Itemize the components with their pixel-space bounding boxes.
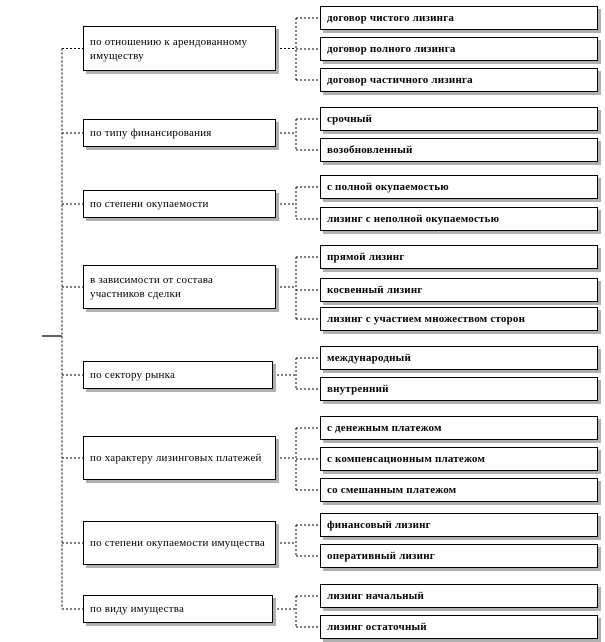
category-label: по степени окупаемости имущества bbox=[90, 537, 265, 549]
category-box bbox=[83, 265, 276, 309]
category-label: по отношению к арендованному имуществу bbox=[90, 35, 248, 62]
leaf-label: срочный bbox=[327, 113, 373, 125]
leaf-box bbox=[320, 478, 598, 502]
leaf-box bbox=[320, 447, 598, 471]
category-label: по степени окупаемости bbox=[90, 198, 209, 210]
leaf-box bbox=[320, 416, 598, 440]
leaf-box bbox=[320, 6, 598, 30]
leaf-box bbox=[320, 544, 598, 568]
leaf-label: договор частичного лизинга bbox=[327, 74, 473, 86]
category-box bbox=[83, 26, 276, 71]
leaf-label: лизинг остаточный bbox=[327, 621, 427, 633]
leaf-label: внутренний bbox=[327, 383, 389, 395]
leaf-box bbox=[320, 207, 598, 231]
category-box bbox=[83, 190, 276, 218]
leaf-label: со смешанным платежом bbox=[327, 484, 457, 496]
leaf-box bbox=[320, 245, 598, 269]
category-label: по сектору рынка bbox=[90, 369, 176, 381]
leaf-box bbox=[320, 278, 598, 302]
leaf-box bbox=[320, 68, 598, 92]
leaf-box bbox=[320, 175, 598, 199]
leaf-box bbox=[320, 377, 598, 401]
leaf-label: прямой лизинг bbox=[327, 251, 405, 263]
leaf-label: с денежным платежом bbox=[327, 422, 442, 434]
leaf-label: лизинг начальный bbox=[327, 590, 425, 602]
leaf-label: финансовый лизинг bbox=[327, 519, 431, 531]
leaf-box bbox=[320, 107, 598, 131]
leaf-label: с компенсационным платежом bbox=[327, 453, 486, 465]
leaf-label: косвенный лизинг bbox=[327, 284, 423, 296]
category-box bbox=[83, 595, 273, 623]
leaf-box bbox=[320, 615, 598, 639]
leaf-label: договор полного лизинга bbox=[327, 43, 456, 55]
leaf-label: возобновленный bbox=[327, 144, 413, 156]
leaf-box bbox=[320, 346, 598, 370]
leaf-box bbox=[320, 307, 598, 331]
leaf-box bbox=[320, 37, 598, 61]
leaf-label: с полной окупаемостью bbox=[327, 181, 449, 193]
category-box bbox=[83, 436, 276, 480]
leaf-label: лизинг с неполной окупаемостью bbox=[327, 213, 500, 225]
category-label: в зависимости от состава участников сделки bbox=[90, 274, 214, 300]
category-box bbox=[83, 119, 276, 147]
leaf-box bbox=[320, 584, 598, 608]
leaf-label: оперативный лизинг bbox=[327, 550, 435, 562]
category-label: по типу финансирования bbox=[90, 127, 212, 139]
leaf-box bbox=[320, 138, 598, 162]
category-label: по виду имущества bbox=[90, 603, 185, 615]
leaf-label: договор чистого лизинга bbox=[327, 12, 455, 24]
leaf-label: международный bbox=[327, 352, 411, 364]
leaf-box bbox=[320, 513, 598, 537]
category-box bbox=[83, 521, 276, 565]
category-label: по характеру лизинговых платежей bbox=[90, 452, 262, 464]
leaf-label: лизинг с участием множеством сторон bbox=[327, 313, 526, 325]
category-box bbox=[83, 361, 273, 389]
